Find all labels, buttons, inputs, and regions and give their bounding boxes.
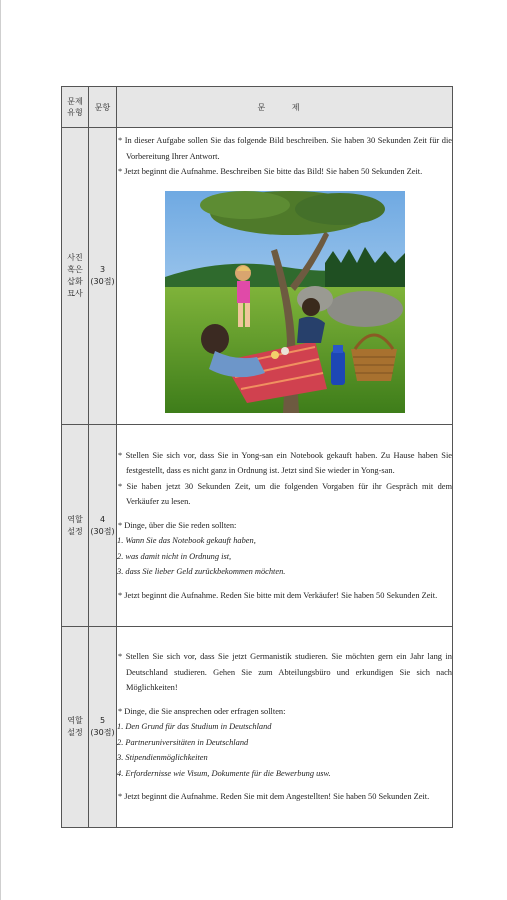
closing-text: * Jetzt beginnt die Aufnahme. Reden Sie mit dem Angestellten! Sie haben 50 Sekunden Zeit. [118,792,430,802]
bullet-text: * In dieser Aufgabe sollen Sie das folgende Bild beschreiben. Sie haben 30 Sekunden Zeit für die Vorbereitung Ihrer Antwort. [118,136,452,161]
picnic-photo [165,191,405,413]
bullet-text: * Stellen Sie sich vor, dass Sie in Yong-san ein Notebook gekauft haben. Zu Hause haben Sie festgestellt, dass es nicht ganz in Ordnung ist. Jetzt sind Sie wieder in Yong-san. [118,450,452,476]
list-item: 3. dass Sie lieber Geld zurückbekommen möchten. [117,567,286,577]
list-item: 1. Wann Sie das Notebook gekauft haben, [117,536,256,546]
header-type-text: 문제 유형 [67,97,83,117]
row-type-text: 역할 설정 [67,716,83,737]
row-num [89,425,117,627]
header-type [62,87,89,128]
table-row [62,627,453,828]
question-table [61,86,453,828]
header-num [89,87,117,128]
row-content [117,627,453,828]
row-num [89,627,117,828]
list-item: 2. Partneruniversitäten in Deutschland [117,737,249,747]
list-intro: * Dinge, die Sie ansprechen oder erfragen sollten: [118,706,286,716]
closing-text: * Jetzt beginnt die Aufnahme. Reden Sie bitte mit dem Verkäufer! Sie haben 50 Sekunden Zeit. [118,590,438,600]
row-type [62,128,89,425]
list-item: 4. Erfordernisse wie Visum, Dokumente für die Bewerbung usw. [117,768,331,778]
bullet-text: * Stellen Sie sich vor, dass Sie jetzt Germanistik studieren. Sie möchten gern ein Jahr lang in Deutschland studieren. Gehen Sie zum Abteilungsbüro und erkundigen Sie sich nach Möglichkeiten! [118,652,452,693]
list-item: 2. was damit nicht in Ordnung ist, [117,551,232,561]
row-content [117,425,453,627]
table-row [62,425,453,627]
table-header-row [62,87,453,128]
row-content [117,128,453,425]
row-type-text: 사진 혹은 삽화 묘사 [67,253,83,298]
bullet-text: * Sie haben jetzt 30 Sekunden Zeit, um die folgenden Vorgaben für ihr Gespräch mit dem Verkäufer zu lesen. [118,481,452,507]
header-problem-text: 문 제 [257,102,312,112]
row-type [62,627,89,828]
table-row [62,128,453,425]
list-item: 3. Stipendienmöglichkeiten [117,753,208,763]
row-num-text: 3 (30점) [90,265,115,286]
row-num [89,128,117,425]
row-type [62,425,89,627]
header-problem [117,87,453,128]
row-num-text: 5 (30점) [90,716,115,737]
list-item: 1. Den Grund für das Studium in Deutschland [117,722,272,732]
header-num-text: 문항 [94,102,111,112]
row-num-text: 4 (30점) [90,514,115,536]
row-type-text: 역할 설정 [67,514,83,536]
bullet-text: * Jetzt beginnt die Aufnahme. Beschreiben Sie bitte das Bild! Sie haben 50 Sekunden Zeit. [118,167,423,177]
list-intro: * Dinge, über die Sie reden sollten: [118,520,237,530]
